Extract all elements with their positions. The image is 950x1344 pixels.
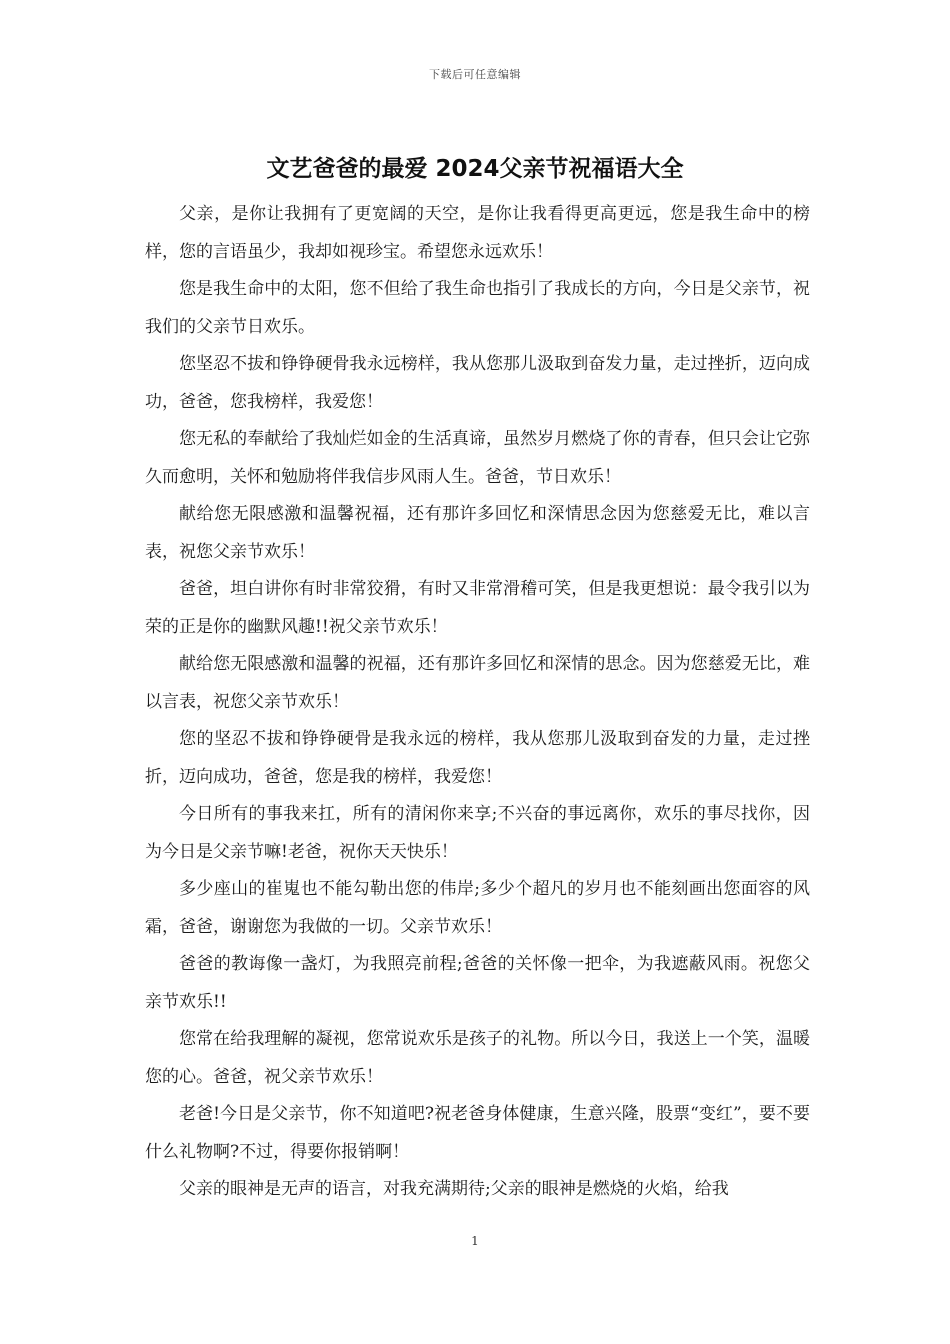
page-number: 1 [471,1234,479,1248]
paragraph: 您的坚忍不拔和铮铮硬骨是我永远的榜样，我从您那儿汲取到奋发的力量，走过挫折，迈向成功，爸爸，您是我的榜样，我爱您！ [145,729,810,787]
paragraph: 多少座山的崔嵬也不能勾勒出您的伟岸;多少个超凡的岁月也不能刻画出您面容的风霜，爸爸，谢谢您为我做的一切。父亲节欢乐！ [145,879,810,937]
paragraph: 您无私的奉献给了我灿烂如金的生活真谛，虽然岁月燃烧了你的青春，但只会让它弥久而愈明，关怀和勉励将伴我信步风雨人生。爸爸，节日欢乐！ [145,429,810,487]
paragraph: 爸爸，坦白讲你有时非常狡猾，有时又非常滑稽可笑，但是我更想说：最令我引以为荣的正是你的幽默风趣!!祝父亲节欢乐！ [145,579,810,637]
paragraph: 您坚忍不拔和铮铮硬骨我永远榜样，我从您那儿汲取到奋发力量，走过挫折，迈向成功，爸爸，您我榜样，我爱您！ [145,354,810,412]
paragraph: 您常在给我理解的凝视，您常说欢乐是孩子的礼物。所以今日，我送上一个笑，温暖您的心。爸爸，祝父亲节欢乐！ [145,1029,810,1087]
document-title: 文艺爸爸的最爱 2024父亲节祝福语大全 [266,156,684,182]
header-note: 下载后可任意编辑 [429,68,521,81]
paragraph: 您是我生命中的太阳，您不但给了我生命也指引了我成长的方向，今日是父亲节，祝我们的父亲节日欢乐。 [145,279,810,337]
paragraph: 父亲，是你让我拥有了更宽阔的天空，是你让我看得更高更远，您是我生命中的榜样，您的言语虽少，我却如视珍宝。希望您永远欢乐！ [145,204,810,262]
paragraph: 爸爸的教诲像一盏灯，为我照亮前程;爸爸的关怀像一把伞，为我遮蔽风雨。祝您父亲节欢乐!! [145,954,810,1012]
document-body [145,196,810,1209]
paragraph: 父亲的眼神是无声的语言，对我充满期待;父亲的眼神是燃烧的火焰，给我 [179,1179,729,1199]
paragraph: 献给您无限感激和温馨祝福，还有那许多回忆和深情思念因为您慈爱无比，难以言表，祝您父亲节欢乐！ [145,504,810,562]
paragraph: 献给您无限感激和温馨的祝福，还有那许多回忆和深情的思念。因为您慈爱无比，难以言表，祝您父亲节欢乐！ [145,654,810,712]
paragraph: 今日所有的事我来扛，所有的清闲你来享;不兴奋的事远离你，欢乐的事尽找你，因为今日是父亲节嘛!老爸，祝你天天快乐！ [145,804,810,862]
paragraph: 老爸!今日是父亲节，你不知道吧?祝老爸身体健康，生意兴隆，股票“变红”，要不要什么礼物啊?不过，得要你报销啊！ [145,1104,810,1162]
